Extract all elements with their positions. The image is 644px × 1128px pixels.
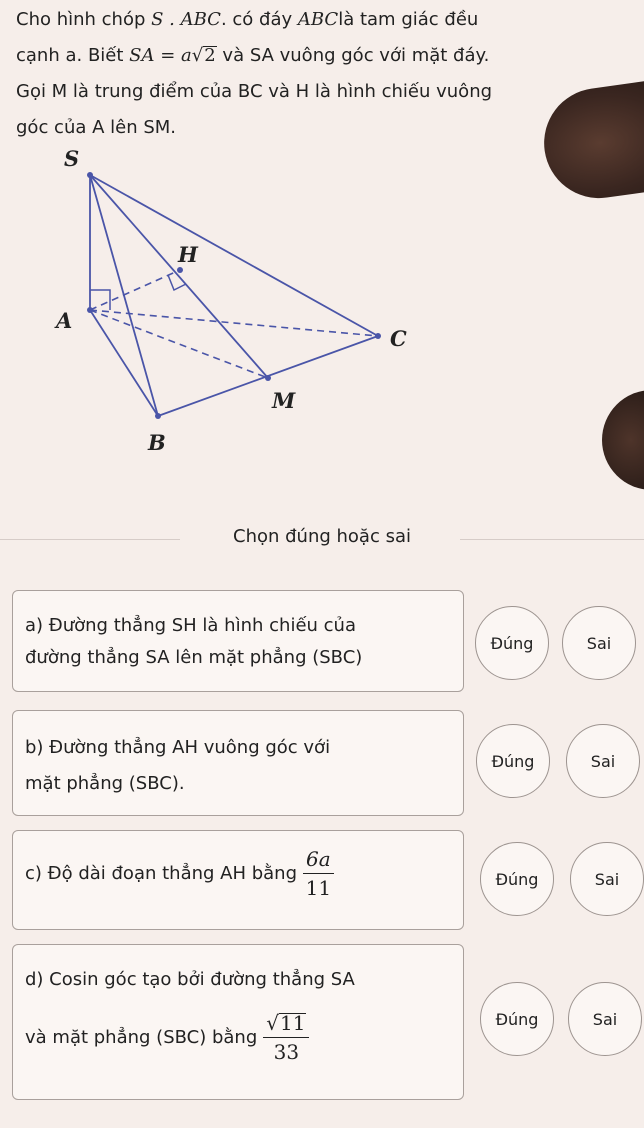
point-h — [177, 267, 183, 273]
section-title: Chọn đúng hoặc sai — [233, 526, 411, 547]
problem-line-4: góc của A lên SM. — [16, 117, 177, 138]
question-a-false-button[interactable]: Sai — [562, 606, 636, 680]
pyramid-figure — [40, 140, 440, 470]
question-d-fraction-numerator: √11 — [263, 1011, 309, 1038]
question-d-fraction-denominator: 33 — [273, 1040, 300, 1064]
question-b-true-button[interactable]: Đúng — [476, 724, 550, 798]
right-angle-a — [90, 290, 110, 310]
problem-line-3: Gọi M là trung điểm của BC và H là hình chiếu vuông — [16, 81, 493, 102]
question-a-line-2: đường thẳng SA lên mặt phẳng (SBC) — [25, 647, 363, 668]
label-h: H — [178, 242, 198, 267]
question-b-line-2: mặt phẳng (SBC). — [25, 773, 185, 794]
edge-ab — [90, 310, 158, 416]
label-c: C — [390, 326, 407, 351]
label-s: S — [64, 146, 80, 171]
question-c-true-button[interactable]: Đúng — [480, 842, 554, 916]
edge-sm — [90, 175, 268, 378]
question-card-c — [12, 830, 464, 930]
question-d-line-2-wrap — [25, 1011, 309, 1064]
question-card-d — [12, 944, 464, 1100]
question-b-false-button[interactable]: Sai — [566, 724, 640, 798]
question-c-text — [25, 847, 334, 900]
point-a — [87, 307, 93, 313]
problem-line-2: cạnh a. Biết SA = a√2 và SA vuông góc với mặt đáy. — [16, 45, 490, 66]
question-b-line-1: b) Đường thẳng AH vuông góc với — [25, 737, 331, 758]
point-c — [375, 333, 381, 339]
question-a-true-button[interactable]: Đúng — [475, 606, 549, 680]
problem-line-1: Cho hình chóp S . ABC. có đáy ABClà tam giác đều — [16, 9, 479, 30]
question-d-line-1: d) Cosin góc tạo bởi đường thẳng SA — [25, 969, 355, 990]
question-d-line-2: và mặt phẳng (SBC) bằng — [25, 1027, 258, 1048]
point-b — [155, 413, 161, 419]
question-card-a — [12, 590, 464, 692]
question-d-fraction — [263, 1011, 309, 1064]
label-m: M — [272, 388, 296, 413]
question-d-false-button[interactable]: Sai — [568, 982, 642, 1056]
question-c-fraction — [303, 847, 334, 900]
question-card-b — [12, 710, 464, 816]
edge-ac-hidden — [90, 310, 378, 336]
section-header — [0, 522, 644, 556]
question-c-false-button[interactable]: Sai — [570, 842, 644, 916]
label-a: A — [56, 308, 73, 333]
point-s — [87, 172, 93, 178]
question-c-fraction-denominator: 11 — [305, 876, 332, 900]
question-c-fraction-numerator: 6a — [303, 847, 334, 874]
label-b: B — [148, 430, 166, 455]
finger-blur-bottom — [602, 390, 644, 490]
question-d-true-button[interactable]: Đúng — [480, 982, 554, 1056]
question-c-line-1: c) Độ dài đoạn thẳng AH bằng — [25, 863, 298, 884]
problem-statement — [16, 2, 606, 146]
edge-sc — [90, 175, 378, 336]
question-a-line-1: a) Đường thẳng SH là hình chiếu của — [25, 615, 356, 636]
edge-am-hidden — [90, 310, 268, 378]
point-m — [265, 375, 271, 381]
